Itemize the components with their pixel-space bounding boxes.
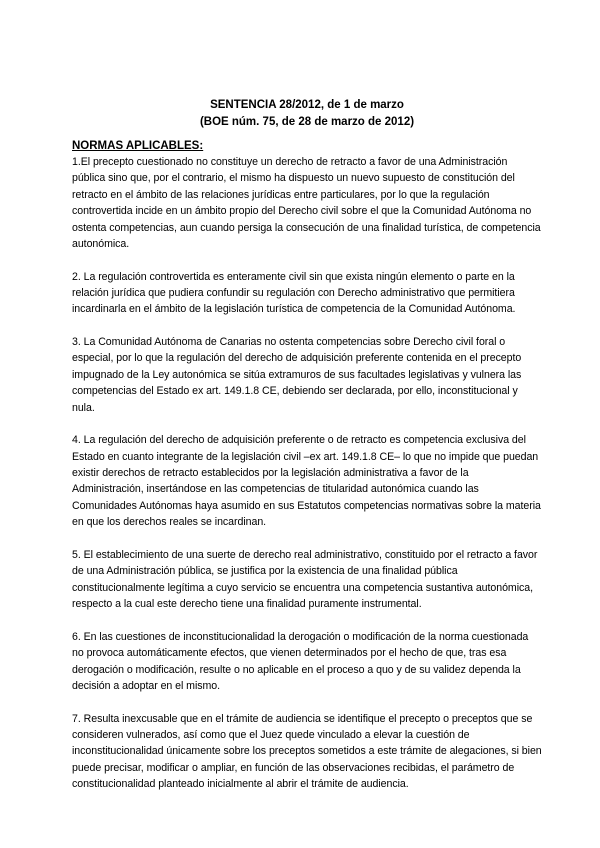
- paragraph-5: 5. El establecimiento de una suerte de derecho real administrativo, constituido por el retracto a favor de una Administración pública, se justifica por la existencia de una finalidad pública constitucionalmente legítima a cuyo servicio se encuentra una competencia sustantiva autonómica, respecto a la cual este derecho tiene una finalidad puramente instrumental.: [72, 548, 538, 611]
- paragraph-6: 6. En las cuestiones de inconstitucionalidad la derogación o modificación de la norma cuestionada no provoca automáticamente efectos, que vienen determinados por el hecho de que, tras esa derogación o modificación, resulte o no aplicable en el proceso a quo y de su validez dependa la decisión a adoptar en el mismo.: [72, 630, 529, 692]
- paragraph-1: 1.El precepto cuestionado no constituye un derecho de retracto a favor de una Administración pública sino que, por el contrario, el mismo ha dispuesto un nuevo supuesto de constitución del retracto en el ámbito de las relaciones jurídicas entre particulares, por lo que la regulación controvertida incide en un ámbito propio del Derecho civil sobre el que la Comunidad Autónoma no ostenta competencias, aun cuando persiga la consecución de una finalidad turística, de competencia autonómica.: [72, 156, 541, 251]
- document-title: SENTENCIA 28/2012, de 1 de marzo: [210, 99, 404, 111]
- title-block: [72, 97, 542, 131]
- section-heading: NORMAS APLICABLES:: [72, 140, 204, 152]
- paragraph-3: 3. La Comunidad Autónoma de Canarias no ostenta competencias sobre Derecho civil foral o especial, por lo que la regulación del derecho de adquisición preferente contenida en el precepto impugnado de la Ley autonómica se sitúa extramuros de sus facultades legislativas y vulnera las competencias del Estado ex art. 149.1.8 CE, debiendo ser declarada, por ello, inconstitucional y nula.: [72, 336, 522, 414]
- paragraph-2: 2. La regulación controvertida es enteramente civil sin que exista ningún elemento o parte en la relación jurídica que pudiera confundir su regulación con Derecho administrativo que permitiera incardinarla en el ámbito de la legislación turística de competencia de la Comunidad Autónoma.: [72, 270, 516, 316]
- paragraph-7: 7. Resulta inexcusable que en el trámite de audiencia se identifique el precepto o preceptos que se consideren vulnerados, así como que el Juez quede vinculado a elevar la cuestión de inconstitucionalidad únicamente sobre los preceptos sometidos a este trámite de alegaciones, si bien puede precisar, modificar o ampliar, en función de las observaciones recibidas, el parámetro de constitucionalidad planteado inicialmente al abrir el trámite de audiencia.: [72, 712, 542, 791]
- paragraph-4: 4. La regulación del derecho de adquisición preferente o de retracto es competencia exclusiva del Estado en cuanto integrante de la legislación civil –ex art. 149.1.8 CE– lo que no impide que puedan existir derechos de retracto establecidos por la legislación administrativa a favor de la Administración, insertándose en las competencias de titularidad autonómica cuando las Comunidades Autónomas haya asumido en sus Estatutos competencias normativas sobre la materia en que los derechos reales se incardinan.: [72, 434, 541, 529]
- document-subtitle: (BOE núm. 75, de 28 de marzo de 2012): [199, 116, 415, 128]
- document-page: [72, 97, 542, 809]
